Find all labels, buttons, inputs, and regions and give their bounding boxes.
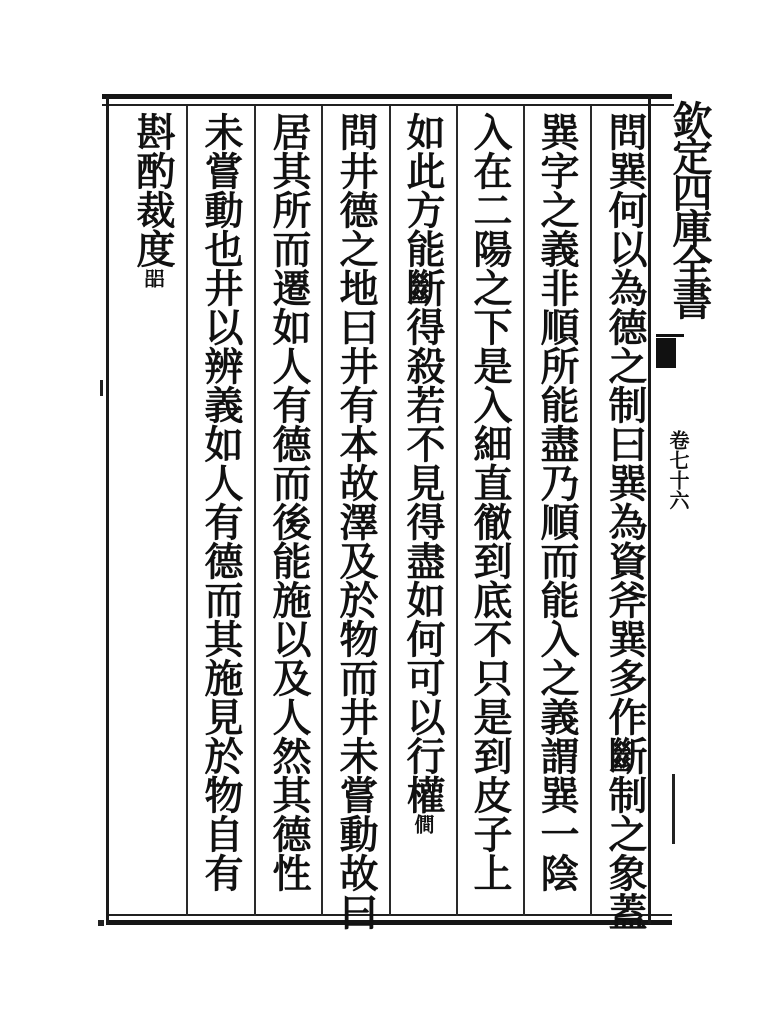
frame-top-border: [102, 94, 672, 99]
frame-left-border: [106, 96, 109, 924]
text-column-2: [532, 112, 582, 912]
scan-mark: [98, 920, 104, 926]
text-column-7: [196, 112, 246, 912]
text-column-4: [398, 112, 448, 912]
column-text: 問巽何以為德之制曰巽為資斧巽多作斷制之象蓋: [602, 112, 648, 931]
frame-bottom-border: [106, 920, 672, 925]
text-column-8: [128, 112, 178, 912]
juan-number: 卷七十六: [666, 430, 690, 510]
fish-tail-mark: [656, 338, 676, 368]
interlinear-note: 僴: [411, 814, 435, 834]
column-text: 問井德之地曰井有本故澤及於物而井未嘗動故曰: [333, 112, 379, 931]
text-column-5: [331, 112, 381, 931]
column-rule: [254, 106, 256, 916]
column-rule: [590, 106, 592, 916]
fish-tail-line: [656, 334, 684, 337]
column-text: 入在二陽之下是入細直徹到底不只是到皮子上: [467, 112, 513, 892]
column-text: 如此方能斷得殺若不見得盡如何可以行權: [400, 112, 446, 814]
column-text: 巽字之義非順所能盡乃順而能入之義謂巽一陰: [534, 112, 580, 892]
text-column-6: [264, 112, 314, 912]
book-title: 欽定四庫全書: [666, 100, 713, 316]
interlinear-note: 㗊: [141, 268, 165, 288]
column-rule: [186, 106, 188, 916]
text-column-1: [600, 112, 650, 931]
text-column-3: [465, 112, 515, 912]
column-rule: [523, 106, 525, 916]
scan-mark: [100, 380, 103, 396]
column-rule: [321, 106, 323, 916]
column-text: 居其所而遷如人有德而後能施以及人然其德性: [266, 112, 312, 892]
column-rule: [389, 106, 391, 916]
column-text: 未嘗動也井以辨義如人有德而其施見於物自有: [198, 112, 244, 892]
column-text: 斟酌裁度: [130, 112, 176, 268]
scan-mark: [672, 774, 675, 844]
column-rule: [456, 106, 458, 916]
